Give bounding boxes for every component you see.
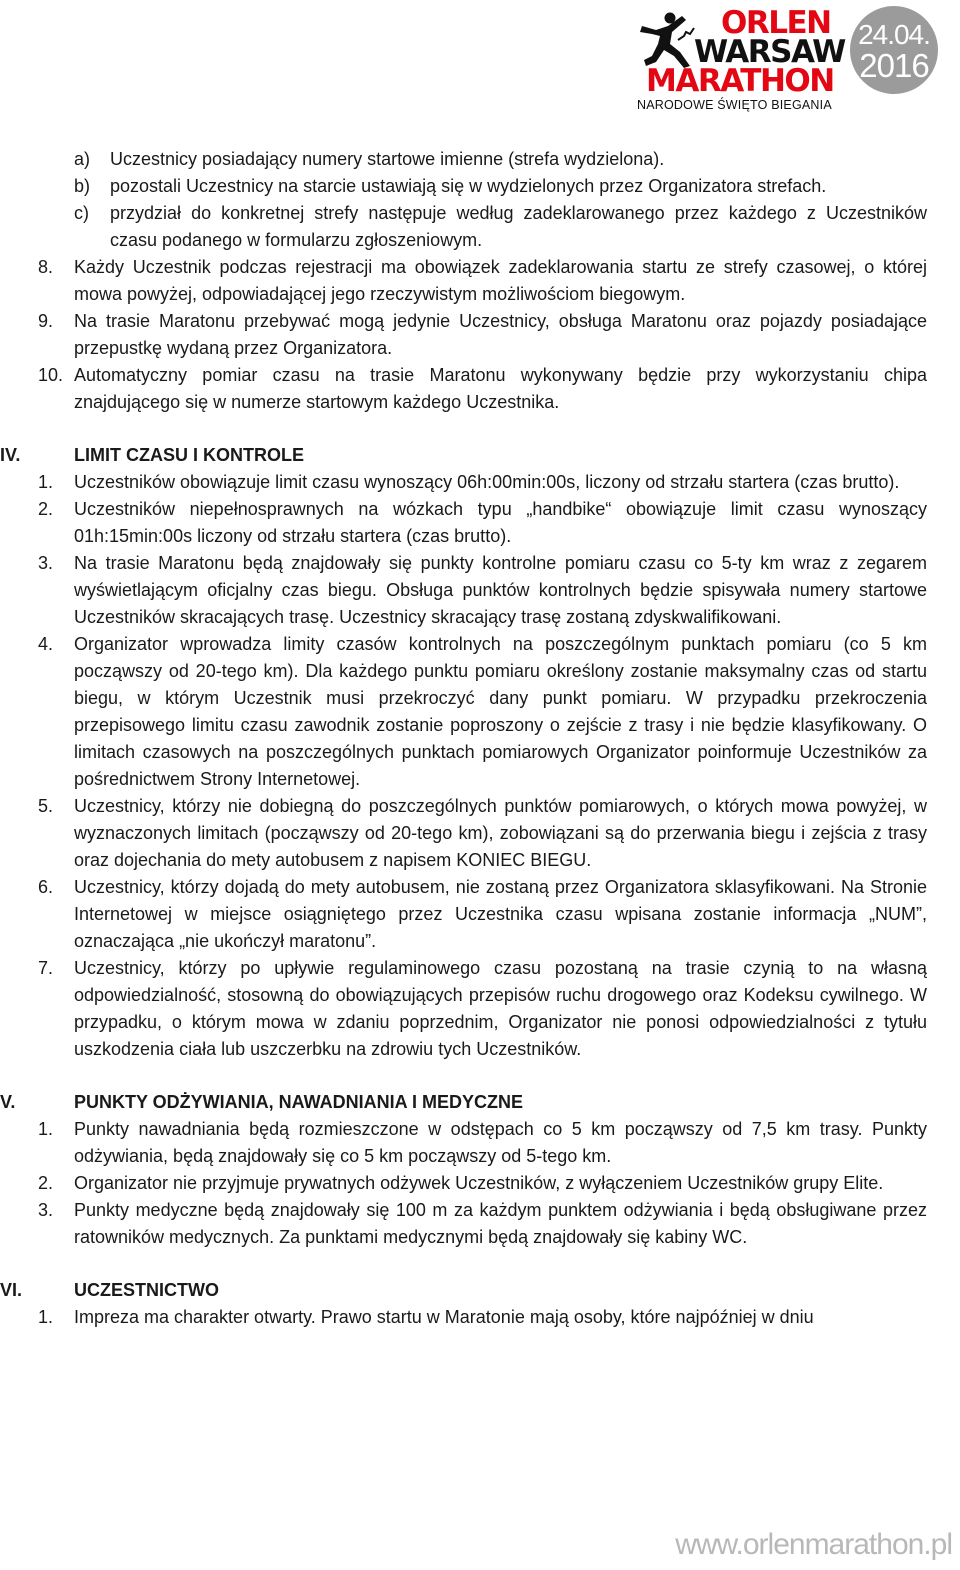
numbered-item [0, 874, 927, 955]
numbered-item [0, 1304, 927, 1331]
item-marker: b) [74, 176, 91, 196]
item-marker: 1. [38, 472, 54, 492]
item-marker: 8. [38, 257, 54, 277]
runner-icon [634, 10, 696, 70]
section-heading [0, 1089, 927, 1116]
section-title: PUNKTY ODŻYWIANIA, NAWADNIANIA I MEDYCZNE [74, 1092, 524, 1112]
section-number: V. [0, 1092, 16, 1112]
numbered-item [0, 1197, 927, 1251]
section-gap [0, 416, 960, 442]
section-heading [0, 442, 927, 469]
item-marker: 1. [38, 1119, 54, 1139]
section-heading [0, 1277, 927, 1304]
item-text: Organizator nie przyjmuje prywatnych odżywek Uczestników, z wyłączeniem Uczestników grupy Elite. [74, 1173, 884, 1193]
item-marker: a) [74, 149, 91, 169]
section-number: IV. [0, 445, 21, 465]
item-marker: 3. [38, 553, 54, 573]
item-marker: 5. [38, 796, 54, 816]
section-title: UCZESTNICTWO [74, 1280, 219, 1300]
item-text: Każdy Uczestnik podczas rejestracji ma obowiązek zadeklarowania startu ze strefy czasowej, o której mowa powyżej, odpowiadającej jego rzeczywistym możliwościom biegowym. [74, 257, 927, 304]
item-text: pozostali Uczestnicy na starcie ustawiają się w wydzielonych przez Organizatora strefach. [110, 176, 827, 196]
regulation-content [0, 146, 960, 1331]
item-marker: 3. [38, 1200, 54, 1220]
item-text: Uczestnicy, którzy dojadą do mety autobusem, nie zostaną przez Organizatora sklasyfikowani. Na Stronie Internetowej w miejsce osiągniętego przez Uczestnika czasu wpisana zostanie informacja „NUM”, oznaczająca „nie ukończył maratonu”. [74, 877, 927, 951]
item-text: Uczestników obowiązuje limit czasu wynoszący 06h:00min:00s, liczony od strzału startera (czas brutto). [74, 472, 900, 492]
item-text: Uczestników niepełnosprawnych na wózkach typu „handbike“ obowiązuje limit czasu wynoszący 01h:15min:00s liczony od strzału startera (czas brutto). [74, 499, 927, 546]
numbered-item [0, 793, 927, 874]
item-text: przydział do konkretnej strefy następuje według zadeklarowanego przez każdego z Uczestników czasu podanego w formularzu zgłoszeniowym. [110, 203, 927, 250]
event-date-badge [850, 6, 938, 94]
item-marker: 9. [38, 311, 54, 331]
logo-word-warsaw: WARSAW [694, 34, 845, 70]
event-date-year: 2016 [859, 47, 929, 84]
item-marker: 2. [38, 499, 54, 519]
item-text: Automatyczny pomiar czasu na trasie Maratonu wykonywany będzie przy wykorzystaniu chipa znajdującego się w numerze startowym każdego Uczestnika. [74, 365, 927, 412]
item-text: Na trasie Maratonu będą znajdowały się punkty kontrolne pomiaru czasu co 5-ty km wraz z zegarem wyświetlającym oficjalny czas biegu. Obsługa punktów kontrolnych będzie spisywała numery startowe Uczestników skracających trasę. Uczestnicy skracający trasę zostaną zdyskwalifikowani. [74, 553, 927, 627]
numbered-item [0, 254, 927, 308]
numbered-item [0, 1170, 927, 1197]
numbered-item [0, 550, 927, 631]
numbered-item [0, 362, 927, 416]
item-text: Organizator wprowadza limity czasów kontrolnych na poszczególnym punktach pomiaru (co 5 km począwszy od 20-tego km). Dla każdego punktu pomiaru określony zostanie maksymalny czas od startu biegu, w którym Uczestnik musi przekroczyć dany punkt pomiaru. W przypadku przekroczenia przepisowego limitu czasu zawodnik zostanie poproszony o zejście z trasy i nie będzie klasyfikowany. O limitach czasowych na poszczególnych punktach pomiarowych Organizator poinformuje Uczestników za pośrednictwem Strony Internetowej. [74, 634, 927, 789]
item-text: Uczestnicy posiadający numery startowe imienne (strefa wydzielona). [110, 149, 665, 169]
section-title: LIMIT CZASU I KONTROLE [74, 445, 304, 465]
item-marker: 6. [38, 877, 54, 897]
numbered-item [0, 496, 927, 550]
lettered-item [0, 173, 927, 200]
item-text: Uczestnicy, którzy po upływie regulaminowego czasu pozostaną na trasie czynią to na własną odpowiedzialność, stosowną do obowiązujących przepisów ruchu drogowego oraz Kodeksu cywilnego. W przypadku, o którym mowa w zdaniu poprzednim, Organizator nie ponosi odpowiedzialności z tytułu uszkodzenia ciała lub uszczerbku na zdrowiu tych Uczestników. [74, 958, 927, 1059]
section-gap [0, 1063, 960, 1089]
item-marker: 10. [38, 365, 64, 385]
item-marker: 4. [38, 634, 54, 654]
logo-word-marathon: MARATHON [646, 63, 834, 99]
item-marker: 7. [38, 958, 54, 978]
section-gap [0, 1251, 960, 1277]
event-logo [632, 4, 958, 116]
numbered-item [0, 1116, 927, 1170]
footer-url: www.orlenmarathon.pl [675, 1528, 952, 1561]
numbered-item [0, 955, 927, 1063]
lettered-item [0, 200, 927, 254]
section-number: VI. [0, 1280, 23, 1300]
item-text: Uczestnicy, którzy nie dobiegną do poszczególnych punktów pomiarowych, o których mowa powyżej, w wyznaczonych limitach (począwszy od 20-tego km), zobowiązani są do przerwania biegu i zejścia z trasy oraz dojechania do mety autobusem z napisem KONIEC BIEGU. [74, 796, 927, 870]
item-marker: 1. [38, 1307, 54, 1327]
item-marker: 2. [38, 1173, 54, 1193]
numbered-item [0, 469, 927, 496]
item-text: Punkty medyczne będą znajdowały się 100 m za każdym punktem odżywiania i będą obsługiwane przez ratowników medycznych. Za punktami medycznymi będą znajdowały się kabiny WC. [74, 1200, 927, 1247]
logo-tagline: NARODOWE ŚWIĘTO BIEGANIA [637, 98, 832, 112]
event-date-day: 24.04. [858, 19, 930, 50]
logo-word-orlen: ORLEN [721, 5, 831, 41]
item-text: Na trasie Maratonu przebywać mogą jedynie Uczestnicy, obsługa Maratonu oraz pojazdy posiadające przepustkę wydaną przez Organizatora. [74, 311, 927, 358]
item-marker: c) [74, 203, 89, 223]
item-text: Punkty nawadniania będą rozmieszczone w odstępach co 5 km począwszy od 7,5 km trasy. Punkty odżywiania, będą znajdowały się co 5 km począwszy od 5-tego km. [74, 1119, 927, 1166]
numbered-item [0, 308, 927, 362]
numbered-item [0, 631, 927, 793]
item-text: Impreza ma charakter otwarty. Prawo startu w Maratonie mają osoby, które najpóźniej w dniu [74, 1307, 814, 1327]
lettered-item [0, 146, 927, 173]
